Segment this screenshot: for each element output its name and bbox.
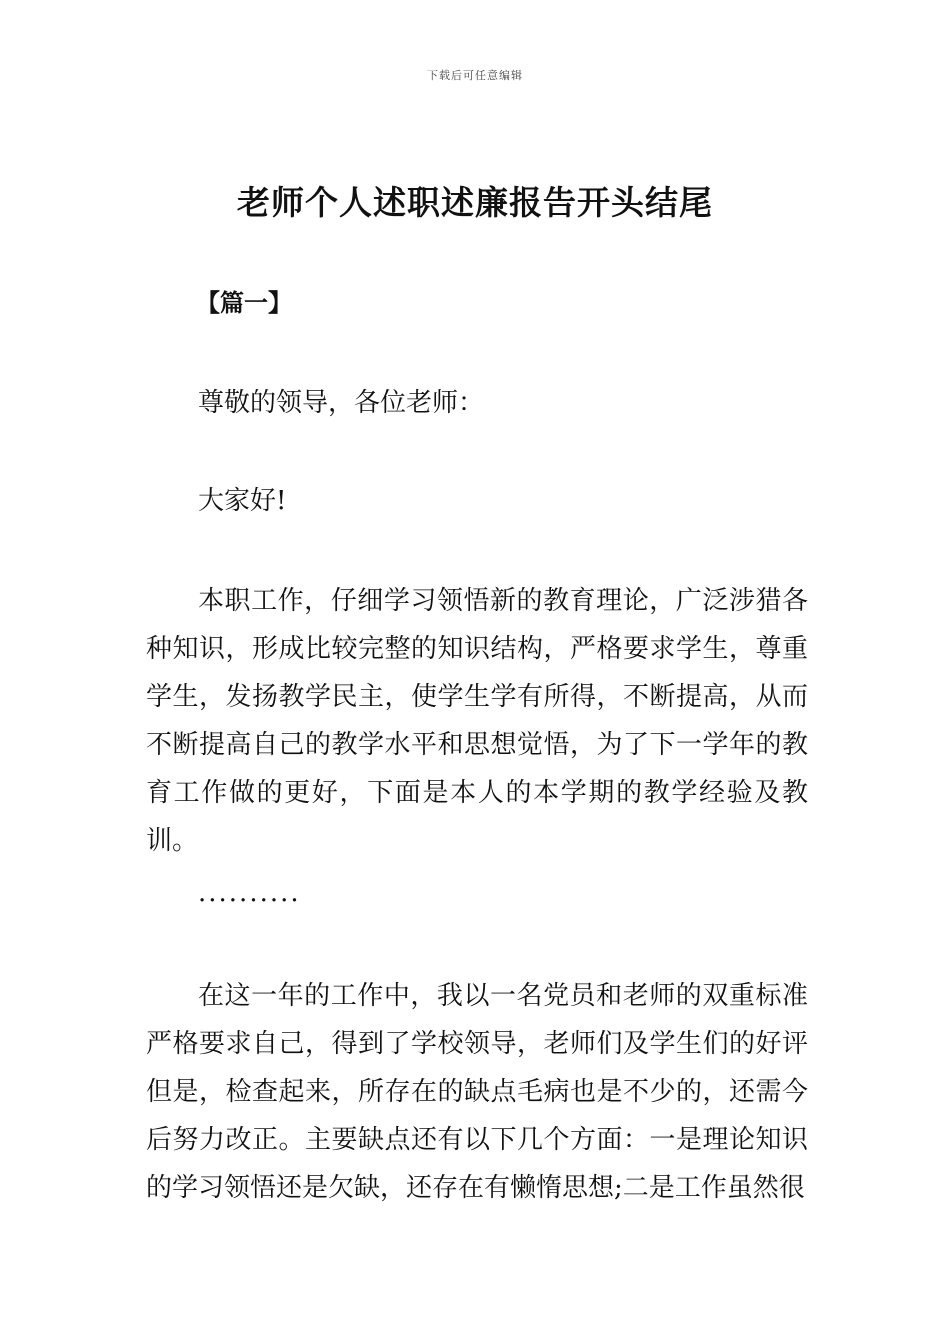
header-note: 下载后可任意编辑 [427, 69, 523, 82]
body-paragraph-1: 本职工作，仔细学习领悟新的教育理论，广泛涉猎各种知识，形成比较完整的知识结构，严格要求学生，尊重学生，发扬教学民主，使学生学有所得，不断提高，从而不断提高自己的教学水平和思想觉悟，为了下一学年的教育工作做的更好，下面是本人的本学期的教学经验及教训。 [146, 586, 808, 856]
ellipsis-separator: ·········· [198, 886, 301, 916]
body-paragraph-2: 在这一年的工作中，我以一名党员和老师的双重标准严格要求自己，得到了学校领导，老师们及学生们的好评但是，检查起来，所存在的缺点毛病也是不少的，还需今后努力改正。主要缺点还有以下几个方面：一是理论知识的学习领悟还是欠缺，还存在有懒惰思想;二是工作虽然很 [146, 981, 808, 1203]
hello-paragraph: 大家好! [198, 486, 287, 516]
greeting-paragraph: 尊敬的领导，各位老师： [198, 388, 485, 418]
section-label: 【篇一】 [196, 289, 292, 317]
document-title: 老师个人述职述廉报告开头结尾 [237, 183, 713, 222]
